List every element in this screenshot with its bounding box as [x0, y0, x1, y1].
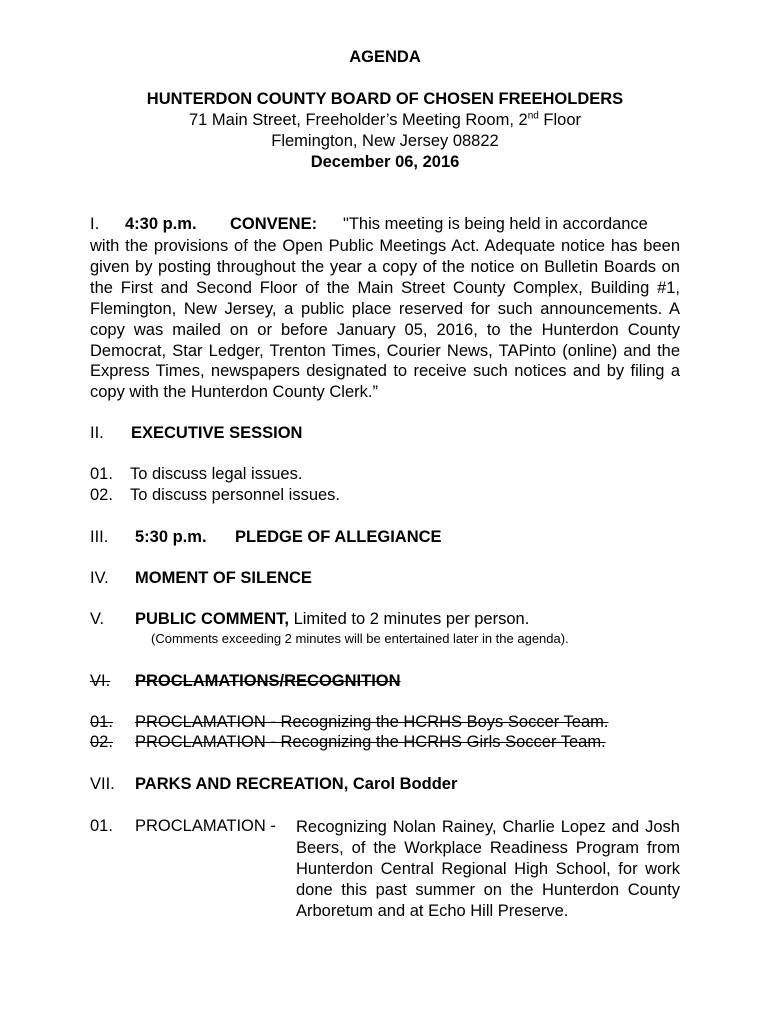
- meeting-address: [0, 111, 770, 130]
- section-1-text-first-line: "This meeting is being held in accordance: [343, 215, 648, 233]
- address-floor: Floor: [538, 111, 582, 129]
- section-1-text: with the provisions of the Open Public Meetings Act. Adequate notice has been given by posting throughout the year a copy of the notice on Bulletin Boards on the First and Second Floor of the Main Street County Complex, Building #1, Flemington, New Jersey, a public place reserved for such announcements. A copy was mailed on or before January 05, 2016, to the Hunterdon County Democrat, Star Ledger, Trenton Times, Courier News, TAPinto (online) and the Express Times, newspapers designated to receive such notices and by filing a copy with the Hunterdon County Clerk.”: [90, 237, 680, 402]
- section-5-num: V.: [90, 610, 105, 628]
- section-2-title: EXECUTIVE SESSION: [131, 424, 303, 442]
- section-2-num: II.: [90, 424, 104, 442]
- section-7-item-text: Recognizing Nolan Rainey, Charlie Lopez and Josh Beers, of the Workplace Readiness Program from Hunterdon Central Regional High School, for work done this past summer on the Hunterdon County Arboretum and at Echo Hill Preserve.: [296, 818, 680, 920]
- address-superscript: nd: [527, 110, 539, 122]
- section-1-title: CONVENE:: [230, 215, 318, 233]
- section-7-item-num: 01.: [90, 817, 113, 835]
- meeting-city: Flemington, New Jersey 08822: [271, 132, 499, 150]
- meeting-date: December 06, 2016: [310, 153, 460, 171]
- section-7-title: PARKS AND RECREATION, Carol Bodder: [135, 775, 458, 793]
- section-1-time: 4:30 p.m.: [125, 215, 197, 233]
- section-3-title: PLEDGE OF ALLEGIANCE: [235, 528, 442, 546]
- section-6-item-2-text: PROCLAMATION - Recognizing the HCRHS Girls Soccer Team.: [135, 733, 606, 751]
- section-5-note: (Comments exceeding 2 minutes will be entertained later in the agenda).: [151, 631, 569, 646]
- section-6-item-1-text: PROCLAMATION - Recognizing the HCRHS Boys Soccer Team.: [135, 713, 609, 731]
- board-name: HUNTERDON COUNTY BOARD OF CHOSEN FREEHOLDERS: [146, 90, 624, 108]
- section-5-text: Limited to 2 minutes per person.: [289, 610, 530, 628]
- section-6-item-2-num: 02.: [90, 733, 113, 751]
- section-3-time: 5:30 p.m.: [135, 528, 207, 546]
- section-7-item-label: PROCLAMATION -: [135, 817, 276, 835]
- address-text: 71 Main Street, Freeholder’s Meeting Room, 2: [188, 111, 528, 129]
- section-2-item-1-text: To discuss legal issues.: [130, 465, 303, 483]
- section-5-title: PUBLIC COMMENT,: [135, 610, 289, 628]
- section-3-num: III.: [90, 528, 109, 546]
- section-2-item-2-text: To discuss personnel issues.: [130, 486, 341, 504]
- section-1-num: I.: [90, 215, 100, 233]
- section-6-item-1-num: 01.: [90, 713, 113, 731]
- section-7-num: VII.: [90, 775, 115, 793]
- section-6-num: VI.: [90, 672, 111, 690]
- section-2-item-1-num: 01.: [90, 465, 113, 483]
- agenda-heading: AGENDA: [349, 48, 421, 66]
- section-5-line: [135, 610, 529, 629]
- section-6-title: PROCLAMATIONS/RECOGNITION: [135, 672, 401, 690]
- section-2-item-2-num: 02.: [90, 486, 113, 504]
- section-4-title: MOMENT OF SILENCE: [135, 569, 312, 587]
- section-4-num: IV.: [90, 569, 109, 587]
